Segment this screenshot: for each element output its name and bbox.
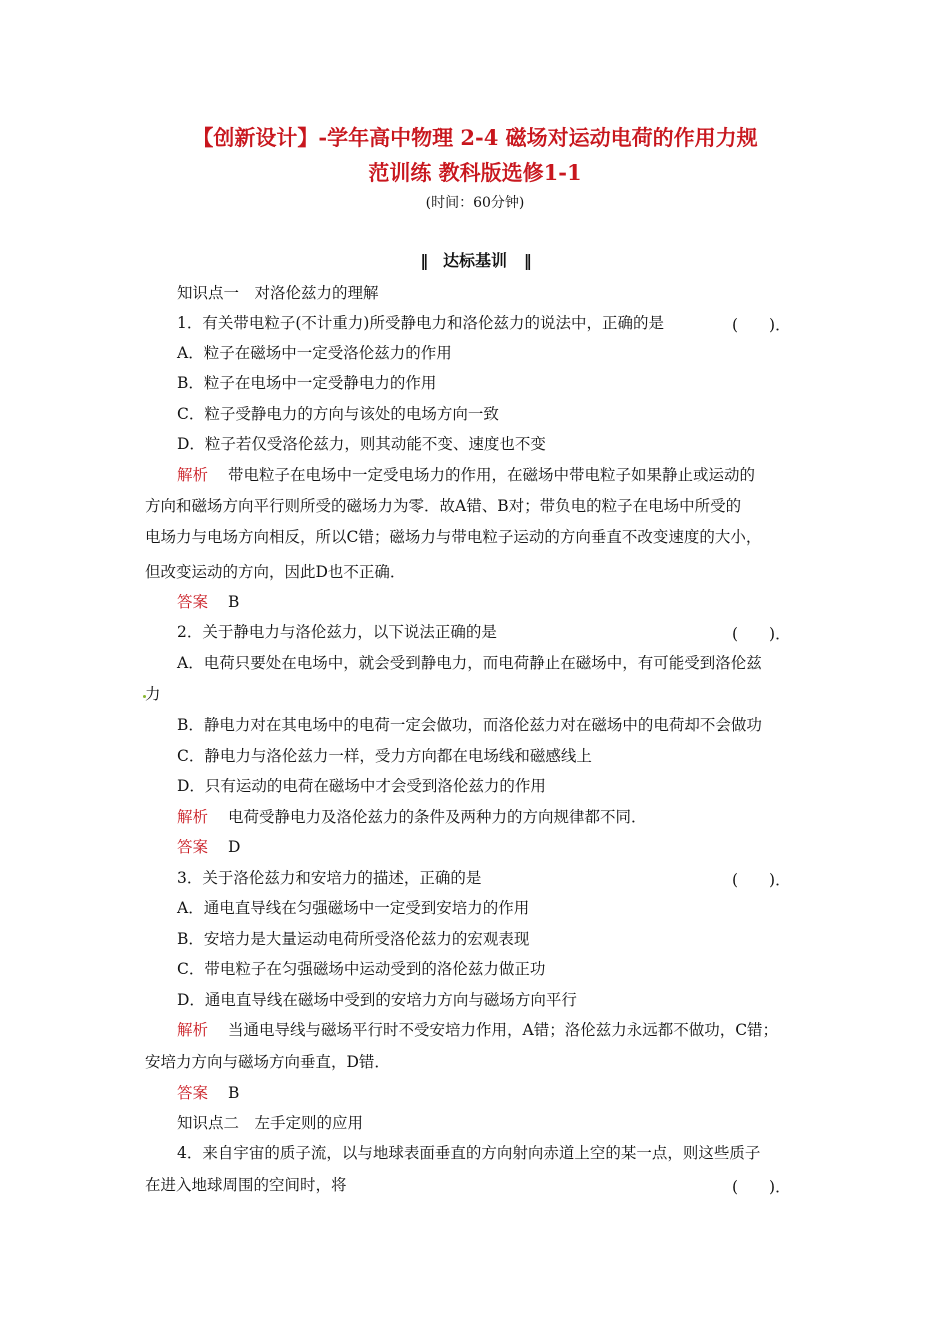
q1-analysis-line2: 方向和磁场方向平行则所受的磁场力为零．故A错、B对；带负电的粒子在电场中所受的 — [145, 497, 742, 515]
q3-option-d: D．通电直导线在磁场中受到的安培力方向与磁场方向平行 — [177, 991, 577, 1009]
q2-answer-value: D — [228, 838, 241, 856]
section-label: 达标基训 — [442, 251, 507, 270]
q2-option-a-cont: 力 — [145, 685, 161, 703]
section-bar-left: ‖ — [420, 251, 427, 270]
q3-answer-blank: ( )． — [732, 871, 791, 889]
section-heading — [0, 248, 950, 271]
q1-option-c: C．粒子受静电力的方向与该处的电场方向一致 — [177, 405, 499, 423]
q2-stem: 2．关于静电力与洛伦兹力，以下说法正确的是 — [177, 623, 497, 641]
q1-answer-blank: ( )． — [732, 316, 791, 334]
q1-option-b: B．粒子在电场中一定受静电力的作用 — [177, 374, 437, 392]
q3-option-b: B．安培力是大量运动电荷所受洛伦兹力的宏观表现 — [177, 930, 530, 948]
section-bar-right: ‖ — [523, 251, 530, 270]
q1-analysis-line4: 但改变运动的方向，因此D也不正确． — [145, 563, 406, 581]
q3-option-c: C．带电粒子在匀强磁场中运动受到的洛伦兹力做正功 — [177, 960, 546, 978]
q2-option-a: A．电荷只要处在电场中，就会受到静电力，而电荷静止在磁场中，有可能受到洛伦兹 — [177, 654, 762, 672]
q3-answer-label: 答案 — [177, 1084, 209, 1102]
q1-answer-label: 答案 — [177, 593, 209, 611]
q3-answer-value: B — [228, 1084, 240, 1102]
document-title-line1: 【创新设计】-学年高中物理 2-4 磁场对运动电荷的作用力规 — [192, 125, 758, 150]
q2-option-d: D．只有运动的电荷在磁场中才会受到洛伦兹力的作用 — [177, 777, 546, 795]
q1-answer-value: B — [228, 593, 240, 611]
q1-option-a: A．粒子在磁场中一定受洛伦兹力的作用 — [177, 344, 452, 362]
knowledge-point-2: 知识点二 左手定则的应用 — [177, 1114, 364, 1132]
q1-option-d: D．粒子若仅受洛伦兹力，则其动能不变、速度也不变 — [177, 435, 546, 453]
q2-analysis-label: 解析 — [177, 808, 209, 826]
q4-stem-line2: 在进入地球周围的空间时，将 — [145, 1176, 347, 1194]
document-title-line2: 范训练 教科版选修1-1 — [368, 160, 582, 185]
q4-stem-line1: 4．来自宇宙的质子流，以与地球表面垂直的方向射向赤道上空的某一点，则这些质子 — [177, 1144, 761, 1162]
q2-option-c: C．静电力与洛伦兹力一样，受力方向都在电场线和磁感线上 — [177, 747, 592, 765]
q4-answer-blank: ( )． — [732, 1178, 791, 1196]
q3-analysis-line2: 安培力方向与磁场方向垂直，D错． — [145, 1053, 390, 1071]
q1-analysis-label: 解析 — [177, 466, 209, 484]
time-note: (时间：60分钟) — [425, 195, 525, 211]
q2-analysis-line1: 电荷受静电力及洛伦兹力的条件及两种力的方向规律都不同． — [228, 808, 647, 826]
q2-answer-label: 答案 — [177, 838, 209, 856]
q3-analysis-line1: 当通电导线与磁场平行时不受安培力作用，A错；洛伦兹力永远都不做功，C错； — [228, 1021, 779, 1039]
q1-stem: 1．有关带电粒子(不计重力)所受静电力和洛伦兹力的说法中，正确的是 — [177, 314, 664, 332]
q2-answer-blank: ( )． — [732, 625, 791, 643]
q1-analysis-line1: 带电粒子在电场中一定受电场力的作用，在磁场中带电粒子如果静止或运动的 — [228, 466, 756, 484]
q3-analysis-label: 解析 — [177, 1021, 209, 1039]
q1-analysis-line3: 电场力与电场方向相反，所以C错；磁场力与带电粒子运动的方向垂直不改变速度的大小， — [145, 528, 762, 546]
q2-option-b: B．静电力对在其电场中的电荷一定会做功，而洛伦兹力对在磁场中的电荷却不会做功 — [177, 716, 762, 734]
knowledge-point-1: 知识点一 对洛伦兹力的理解 — [177, 284, 379, 302]
q3-stem: 3．关于洛伦兹力和安培力的描述，正确的是 — [177, 869, 482, 887]
q3-option-a: A．通电直导线在匀强磁场中一定受到安培力的作用 — [177, 899, 530, 917]
